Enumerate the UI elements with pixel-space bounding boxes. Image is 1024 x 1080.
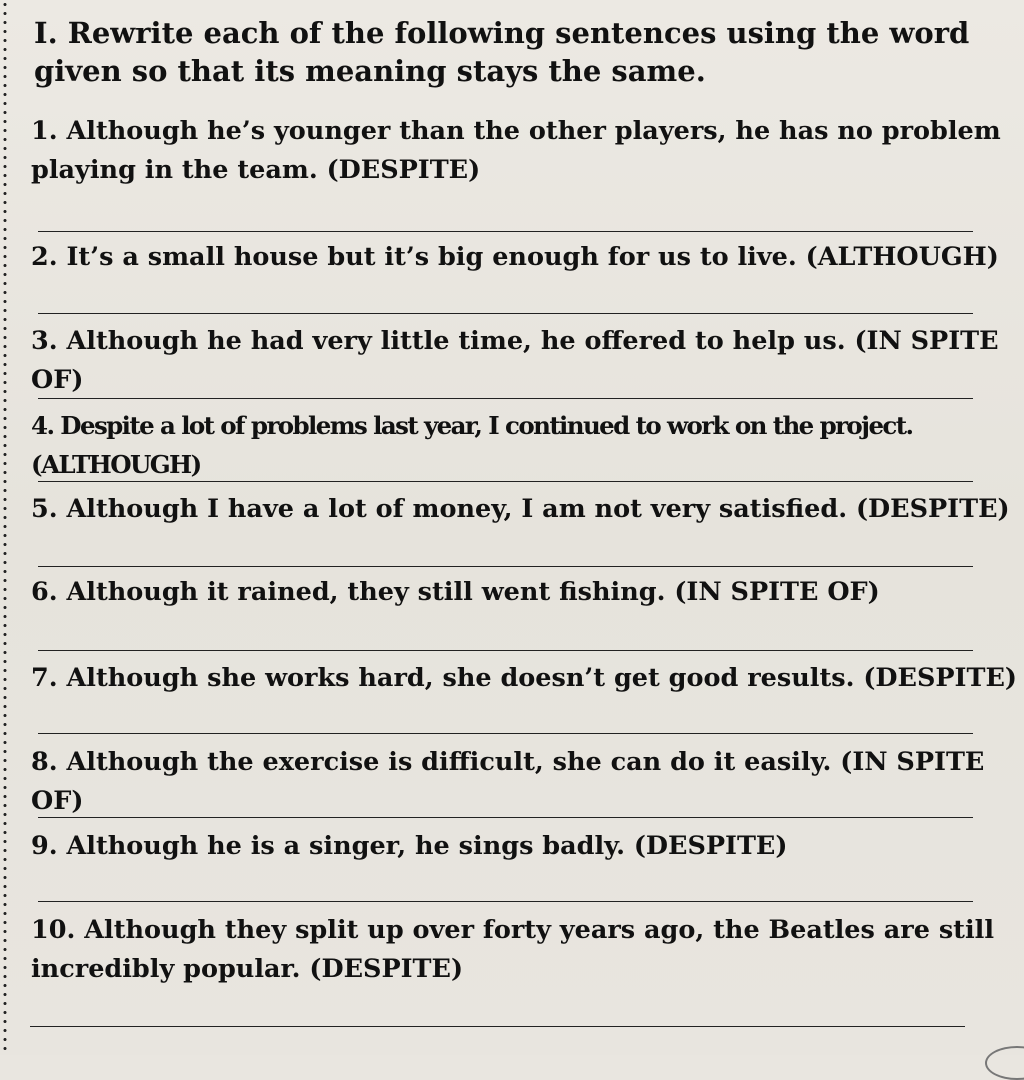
question-7: 7. Although she works hard, she doesn’t get good results. (DESPITE) <box>31 663 1017 693</box>
question-3: 3. Although he had very little time, he offered to help us. (IN SPITE OF) <box>31 326 999 395</box>
page-corner-mark <box>985 1046 1024 1080</box>
answer-line-5[interactable] <box>38 566 973 567</box>
question-10: 10. Although they split up over forty years ago, the Beatles are still incredibly popular. (DESPITE) <box>31 915 995 984</box>
question-1: 1. Although he’s younger than the other players, he has no problem playing in the team. (DESPITE) <box>31 116 1001 185</box>
answer-line-9[interactable] <box>38 901 973 902</box>
question-4: 4. Despite a lot of problems last year, I continued to work on the project. (ALTHOUGH) <box>31 411 913 479</box>
answer-line-2[interactable] <box>38 313 973 314</box>
question-5: 5. Although I have a lot of money, I am not very satisfied. (DESPITE) <box>31 494 1010 524</box>
question-8: 8. Although the exercise is difficult, she can do it easily. (IN SPITE OF) <box>31 747 985 816</box>
answer-line-1[interactable] <box>38 231 973 232</box>
answer-line-8[interactable] <box>38 817 973 818</box>
question-9: 9. Although he is a singer, he sings badly. (DESPITE) <box>31 831 788 861</box>
answer-line-10[interactable] <box>30 1026 965 1027</box>
answer-line-3[interactable] <box>38 398 973 399</box>
question-2: 2. It’s a small house but it’s big enough for us to live. (ALTHOUGH) <box>31 242 999 272</box>
exercise-instructions: I. Rewrite each of the following sentences using the word given so that its meaning stays the same. <box>34 16 970 88</box>
answer-line-4[interactable] <box>38 481 973 482</box>
question-6: 6. Although it rained, they still went fishing. (IN SPITE OF) <box>31 577 880 607</box>
answer-line-7[interactable] <box>38 733 973 734</box>
spiral-binding <box>3 0 7 1055</box>
answer-line-6[interactable] <box>38 650 973 651</box>
